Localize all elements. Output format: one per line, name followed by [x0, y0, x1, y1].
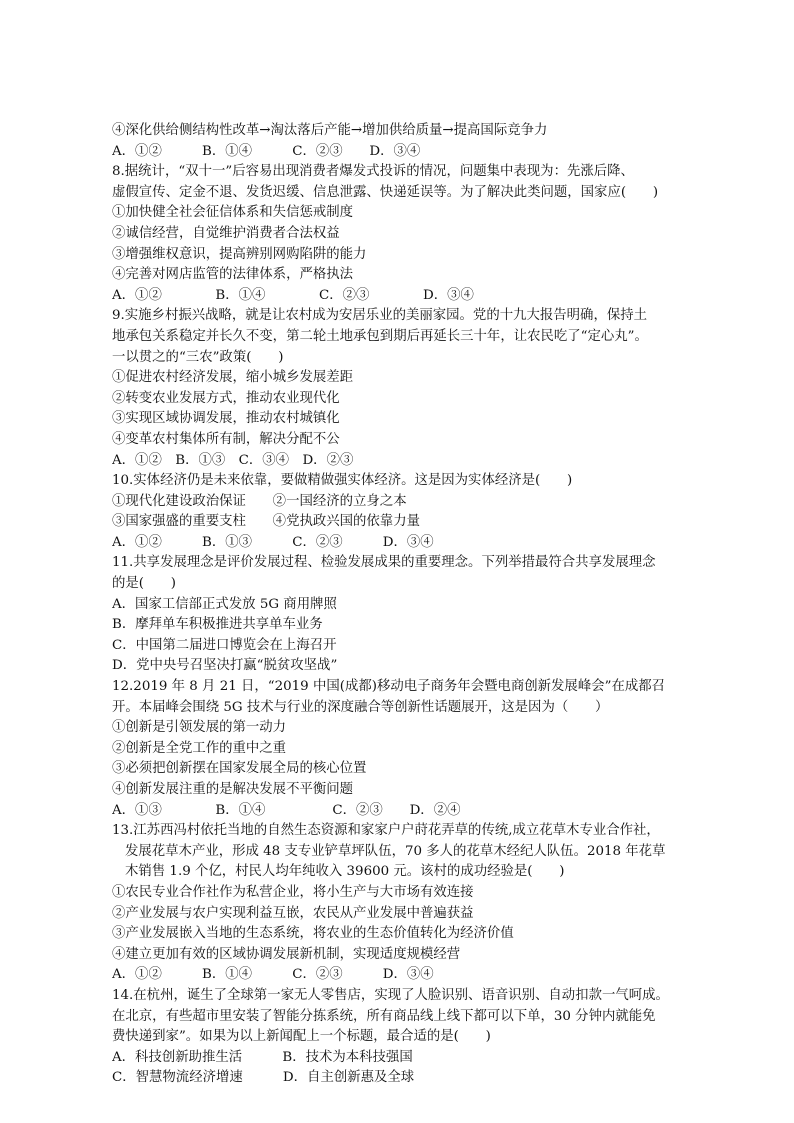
q14-stem-line-3: 费快递到家”。如果为以上新闻配上一个标题，最合适的是( ): [112, 1029, 491, 1045]
q7-answers: A．①② B．①④ C．②③ D．③④: [112, 143, 421, 159]
q8-stem-line-1: 8.据统计，“双十一”后容易出现消费者爆发式投诉的情况，问题集中表现为：先涨后降、: [112, 164, 634, 180]
q9-answers: A．①② B．①③ C．③④ D．②③: [112, 452, 354, 468]
q10-answers: A．①② B．①③ C．②③ D．③④: [112, 534, 434, 550]
q13-stem-line-1: 13.江苏西冯村依托当地的自然生态资源和家家户户莳花弄草的传统,成立花草木专业合作社，: [112, 823, 660, 839]
q9-item-1: ①促进农村经济发展，缩小城乡发展差距: [112, 370, 354, 386]
q14-options-row-1: A．科技创新助推生活 B．技术为本科技强国: [112, 1049, 413, 1065]
q9-item-4: ④变革农村集体所有制，解决分配不公: [112, 431, 340, 447]
q12-item-4: ④创新发展注重的是解决发展不平衡问题: [112, 782, 354, 797]
q13-item-2: ②产业发展与农户实现利益互嵌，农民从产业发展中普遍获益: [112, 905, 474, 921]
q12-stem-line-2: 开。本届峰会围绕 5G 技术与行业的深度融合等创新性话题展开，这是因为（ ）: [112, 699, 609, 715]
q12-item-3: ③必须把创新摆在国家发展全局的核心位置: [112, 761, 367, 777]
q12-item-1: ①创新是引领发展的第一动力: [112, 720, 287, 736]
q13-stem-line-2: 发展花草木产业，形成 48 支专业铲草坪队伍，70 多人的花草木经纪人队伍。2018 年花草: [125, 843, 666, 859]
q8-item-1: ①加快健全社会征信体系和失信惩戒制度: [112, 205, 354, 221]
q9-item-3: ③实现区域协调发展，推动农村城镇化: [112, 411, 340, 427]
q11-stem-line-1: 11.共享发展理念是评价发展过程、检验发展成果的重要理念。下列举措最符合共享发展理念: [112, 555, 656, 571]
q11-option-c: C．中国第二届进口博览会在上海召开: [112, 637, 337, 653]
q8-stem-line-2: 虚假宣传、定金不退、发货迟缓、信息泄露、快递延误等。为了解决此类问题，国家应( ): [112, 184, 659, 200]
q7-item-4: ④深化供给侧结构性改革→淘汰落后产能→增加供给质量→提高国际竞争力: [112, 123, 548, 138]
q14-options-row-2: C．智慧物流经济增速 D．自主创新惠及全球: [112, 1070, 415, 1086]
q13-item-1: ①农民专业合作社作为私营企业，将小生产与大市场有效连接: [112, 884, 474, 900]
q8-item-3: ③增强维权意识，提高辨别网购陷阱的能力: [112, 246, 367, 262]
q14-stem-line-1: 14.在杭州，诞生了全球第一家无人零售店，实现了人脸识别、语音识别、自动扣款一气呵成。: [112, 987, 669, 1003]
q9-item-2: ②转变农业发展方式，推动农业现代化: [112, 390, 340, 406]
q12-stem-line-1: 12.2019 年 8 月 21 日，“2019 中国(成都)移动电子商务年会暨电商创新发展峰会”在成都召: [112, 679, 666, 695]
q13-item-3: ③产业发展嵌入当地的生态系统，将农业的生态价值转化为经济价值: [112, 926, 514, 942]
q8-answers: A．①② B．①④ C．②③ D．③④: [112, 287, 474, 303]
q10-stem-line-1: 10.实体经济仍是未来依靠，要做精做强实体经济。这是因为实体经济是( ): [112, 473, 573, 489]
q8-item-2: ②诚信经营，自觉维护消费者合法权益: [112, 225, 340, 241]
q9-stem-line-1: 9.实施乡村振兴战略，就是让农村成为安居乐业的美丽家园。党的十九大报告明确，保持土: [112, 308, 648, 324]
q12-answers: A．①③ B．①④ C．②③ D．②④: [112, 802, 461, 818]
q13-item-4: ④建立更加有效的区域协调发展新机制，实现适度规模经营: [112, 946, 461, 962]
q8-item-4: ④完善对网店监管的法律体系，严格执法: [112, 267, 354, 283]
q11-stem-line-2: 的是( ): [112, 576, 177, 592]
q9-stem-line-2: 地承包关系稳定并长久不变，第二轮土地承包到期后再延长三十年，让农民吃了“定心丸”。: [112, 328, 648, 344]
q9-stem-line-3: 一以贯之的“三农”政策( ): [112, 349, 284, 365]
q13-answers: A．①② B．①④ C．②③ D．③④: [112, 967, 434, 983]
q11-option-d: D．党中央号召坚决打赢“脱贫攻坚战”: [112, 658, 338, 674]
q12-item-2: ②创新是全党工作的重中之重: [112, 740, 287, 756]
exam-page: [112, 121, 702, 1089]
q10-items-row-2: ③国家强盛的重要支柱 ④党执政兴国的依靠力量: [112, 514, 420, 530]
q11-option-a: A．国家工信部正式发放 5G 商用牌照: [112, 596, 337, 612]
q13-stem-line-3: 木销售 1.9 个亿，村民人均年纯收入 39600 元。该村的成功经验是( ): [125, 864, 565, 880]
q14-stem-line-2: 在北京，有些超市里安装了智能分拣系统，所有商品线上线下都可以下单，30 分钟内就能免: [112, 1008, 656, 1024]
q11-option-b: B．摩拜单车积极推进共享单车业务: [112, 617, 323, 633]
q10-items-row-1: ①现代化建设政治保证 ②一国经济的立身之本: [112, 493, 407, 509]
